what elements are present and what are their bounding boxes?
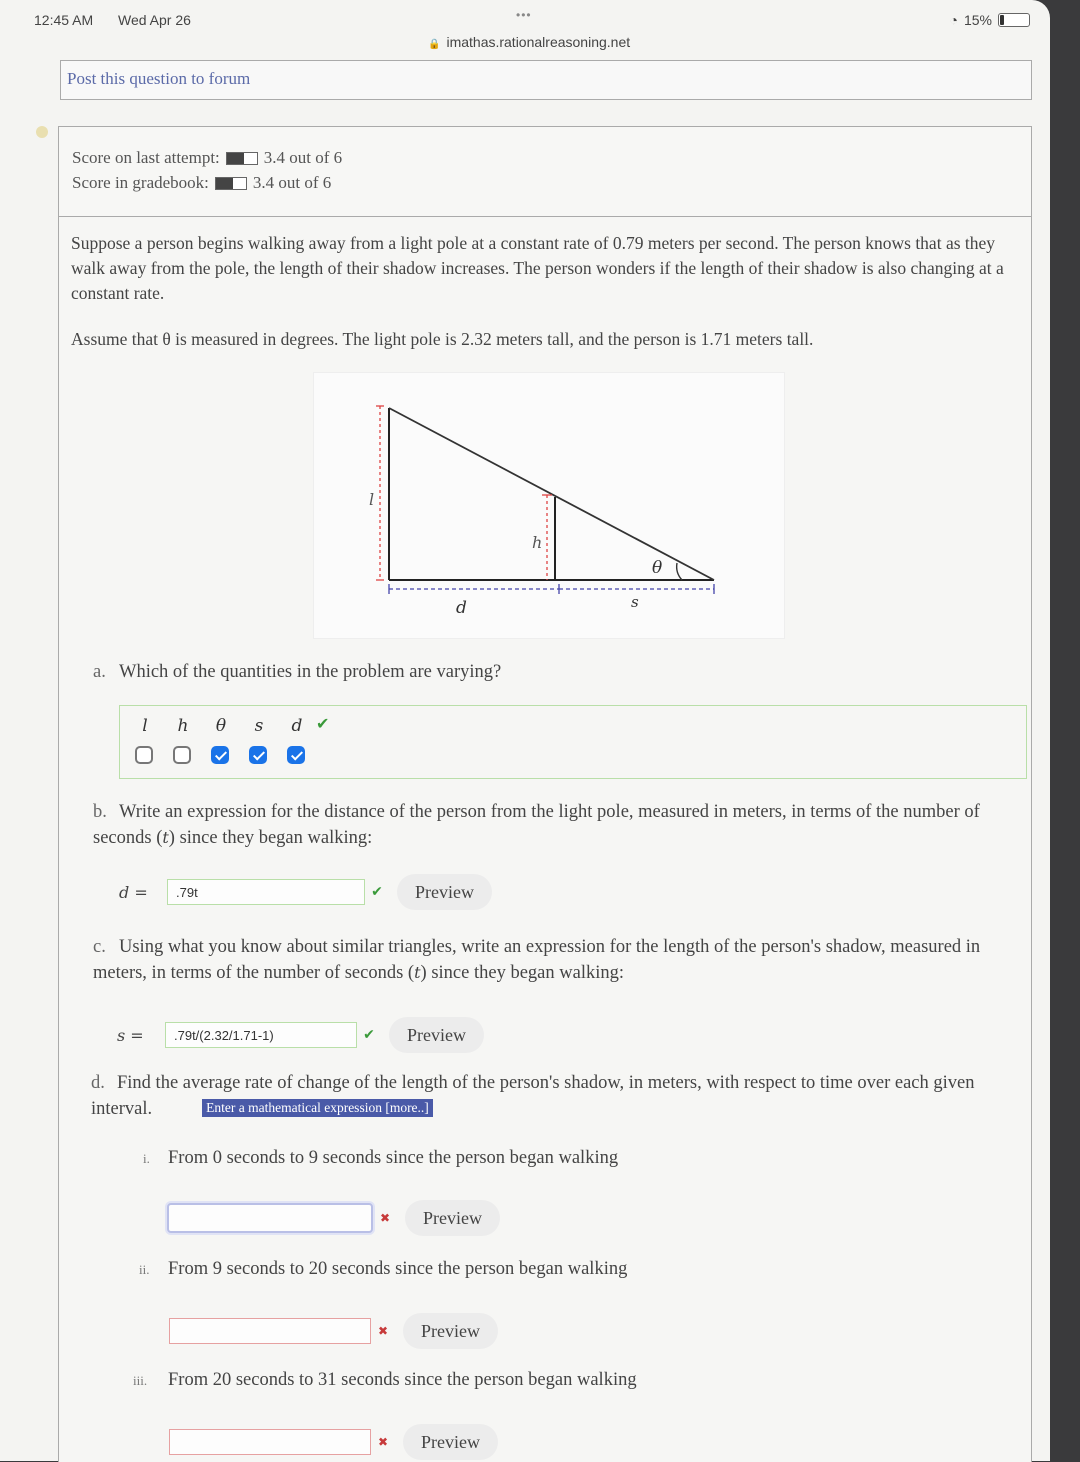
rate-20-31-input[interactable] [169,1429,371,1455]
battery-percent: 15% [963,12,992,28]
battery-indicator [950,12,1031,28]
score-bar-fill [227,153,244,164]
option-theta-label: θ [215,716,227,736]
post-to-forum-link[interactable]: Post this question to forum [67,69,251,88]
item-3-number: iii. [133,1373,148,1388]
label-d: d [456,598,467,618]
item-1-text: From 0 seconds to 9 seconds since the person began walking [168,1148,619,1168]
wifi-icon: ◔ [949,12,958,28]
score-gradebook-label: Score in gradebook: [72,173,209,192]
part-c-var-t: t [414,963,421,982]
math-entry-hint-link[interactable]: Enter a mathematical expression [more..] [202,1099,433,1117]
clock: 12:45 AM [34,12,94,28]
label-theta: θ [652,558,663,578]
address-bar[interactable] [428,34,630,50]
label-h: h [532,533,543,552]
part-c-variable: s = [117,1025,144,1045]
part-d-item-2 [139,1256,627,1283]
rate-9-20-input[interactable] [169,1318,371,1344]
score-gradebook-value: 3.4 out of 6 [252,173,332,192]
part-b-label: b. [93,802,107,822]
shadow-answer-input[interactable]: .79t/(2.32/1.71-1) [165,1022,357,1048]
item-1-number: i. [143,1151,150,1166]
score-bar-fill [216,178,233,189]
part-b-variable: d = [119,882,148,902]
option-s[interactable] [244,706,274,778]
incorrect-x-icon: ✖ [377,1435,389,1449]
part-b-var-t: t [162,828,169,847]
checkbox-l[interactable] [135,746,153,764]
part-a-prompt [93,659,501,685]
part-d-label: d. [91,1073,105,1093]
option-theta[interactable] [206,706,236,778]
diagram-figure [313,372,785,639]
battery-icon [998,13,1030,27]
question-intro: Suppose a person begins walking away from a light pole at a constant rate of 0.79 meters per second. The person knows that as they walk away from the pole, the length of their shadow increases. The person wonders if the length of their shadow is also changing at a constant rate. [71,233,1004,303]
item-3-text: From 20 seconds to 31 seconds since the person began walking [168,1370,637,1390]
score-gradebook [72,173,331,193]
part-b-text-1: Write an expression for the distance of the person from the light pole, measured in meters, in terms of the number of seconds ( [93,802,980,848]
question-panel [58,216,1032,1462]
lock-icon: 🔒 [428,39,441,50]
item-2-text: From 9 seconds to 20 seconds since the person began walking [168,1259,628,1279]
part-d-prompt [91,1070,1026,1122]
score-bar-icon [215,177,247,190]
option-l[interactable] [130,706,160,778]
incorrect-x-icon: ✖ [377,1324,389,1338]
similar-triangles-diagram [314,373,784,638]
item-2-number: ii. [139,1262,150,1277]
item-1-preview-button[interactable]: Preview [405,1200,500,1236]
option-h[interactable] [168,706,198,778]
label-l: l [369,490,375,509]
part-d-item-3 [133,1367,637,1394]
correct-check-icon: ✔ [371,884,383,900]
label-s: s [631,593,639,611]
tab-dots-icon[interactable]: ••• [516,8,532,22]
incorrect-x-icon: ✖ [379,1211,391,1225]
part-c-answer-row [117,1017,484,1053]
forum-bar [60,60,1032,100]
angle-arc [677,563,682,580]
correct-check-icon: ✔ [363,1027,375,1043]
light-ray-line [389,408,714,580]
part-b-prompt [93,799,1013,851]
checkbox-theta[interactable] [211,746,229,764]
part-a-label: a. [93,662,106,682]
part-c-preview-button[interactable]: Preview [389,1017,484,1053]
option-d[interactable] [282,706,312,778]
rate-0-9-input[interactable] [167,1203,373,1233]
checkbox-h[interactable] [173,746,191,764]
date: Wed Apr 26 [118,12,191,28]
url-text: imathas.rationalreasoning.net [446,34,631,50]
score-last-attempt-value: 3.4 out of 6 [263,148,343,167]
checkbox-s[interactable] [249,746,267,764]
part-d-text: Find the average rate of change of the length of the person's shadow, in meters, with respect to time over each given interval. [91,1073,975,1119]
varying-quantities-checkboxes [119,705,1027,779]
item-2-preview-button[interactable]: Preview [403,1313,498,1349]
option-s-label: s [254,716,264,736]
question-assumption: Assume that θ is measured in degrees. The light pole is 2.32 meters tall, and the person is 1.71 meters tall. [71,329,814,349]
part-c-label: c. [93,937,106,957]
part-b-answer-row [119,874,492,910]
item-1-answer-row [167,1200,500,1236]
part-d-item-1 [143,1145,618,1172]
part-b-text-2: ) since they began walking: [168,828,373,848]
side-indicator-icon [36,126,48,138]
battery-level-fill [1000,15,1004,25]
option-h-label: h [177,716,189,736]
item-3-preview-button[interactable]: Preview [403,1424,498,1460]
part-c-text-2: ) since they began walking: [420,963,624,983]
item-2-answer-row [169,1313,498,1349]
option-l-label: l [142,716,148,736]
part-c-text-1: Using what you know about similar triangles, write an expression for the length of the person's shadow, measured in meters, in terms of the number of seconds ( [93,937,981,983]
score-panel [58,126,1032,217]
part-a-text: Which of the quantities in the problem are varying? [119,662,502,682]
item-3-answer-row [169,1424,498,1460]
status-bar [0,0,1050,56]
part-c-prompt [93,934,1013,986]
score-last-attempt [72,148,342,168]
score-last-attempt-label: Score on last attempt: [72,148,220,167]
option-d-label: d [291,716,303,736]
distance-answer-input[interactable]: .79t [167,879,365,905]
correct-check-icon: ✔ [316,714,330,733]
part-b-preview-button[interactable]: Preview [397,874,492,910]
checkbox-d[interactable] [287,746,305,764]
score-bar-icon [226,152,258,165]
